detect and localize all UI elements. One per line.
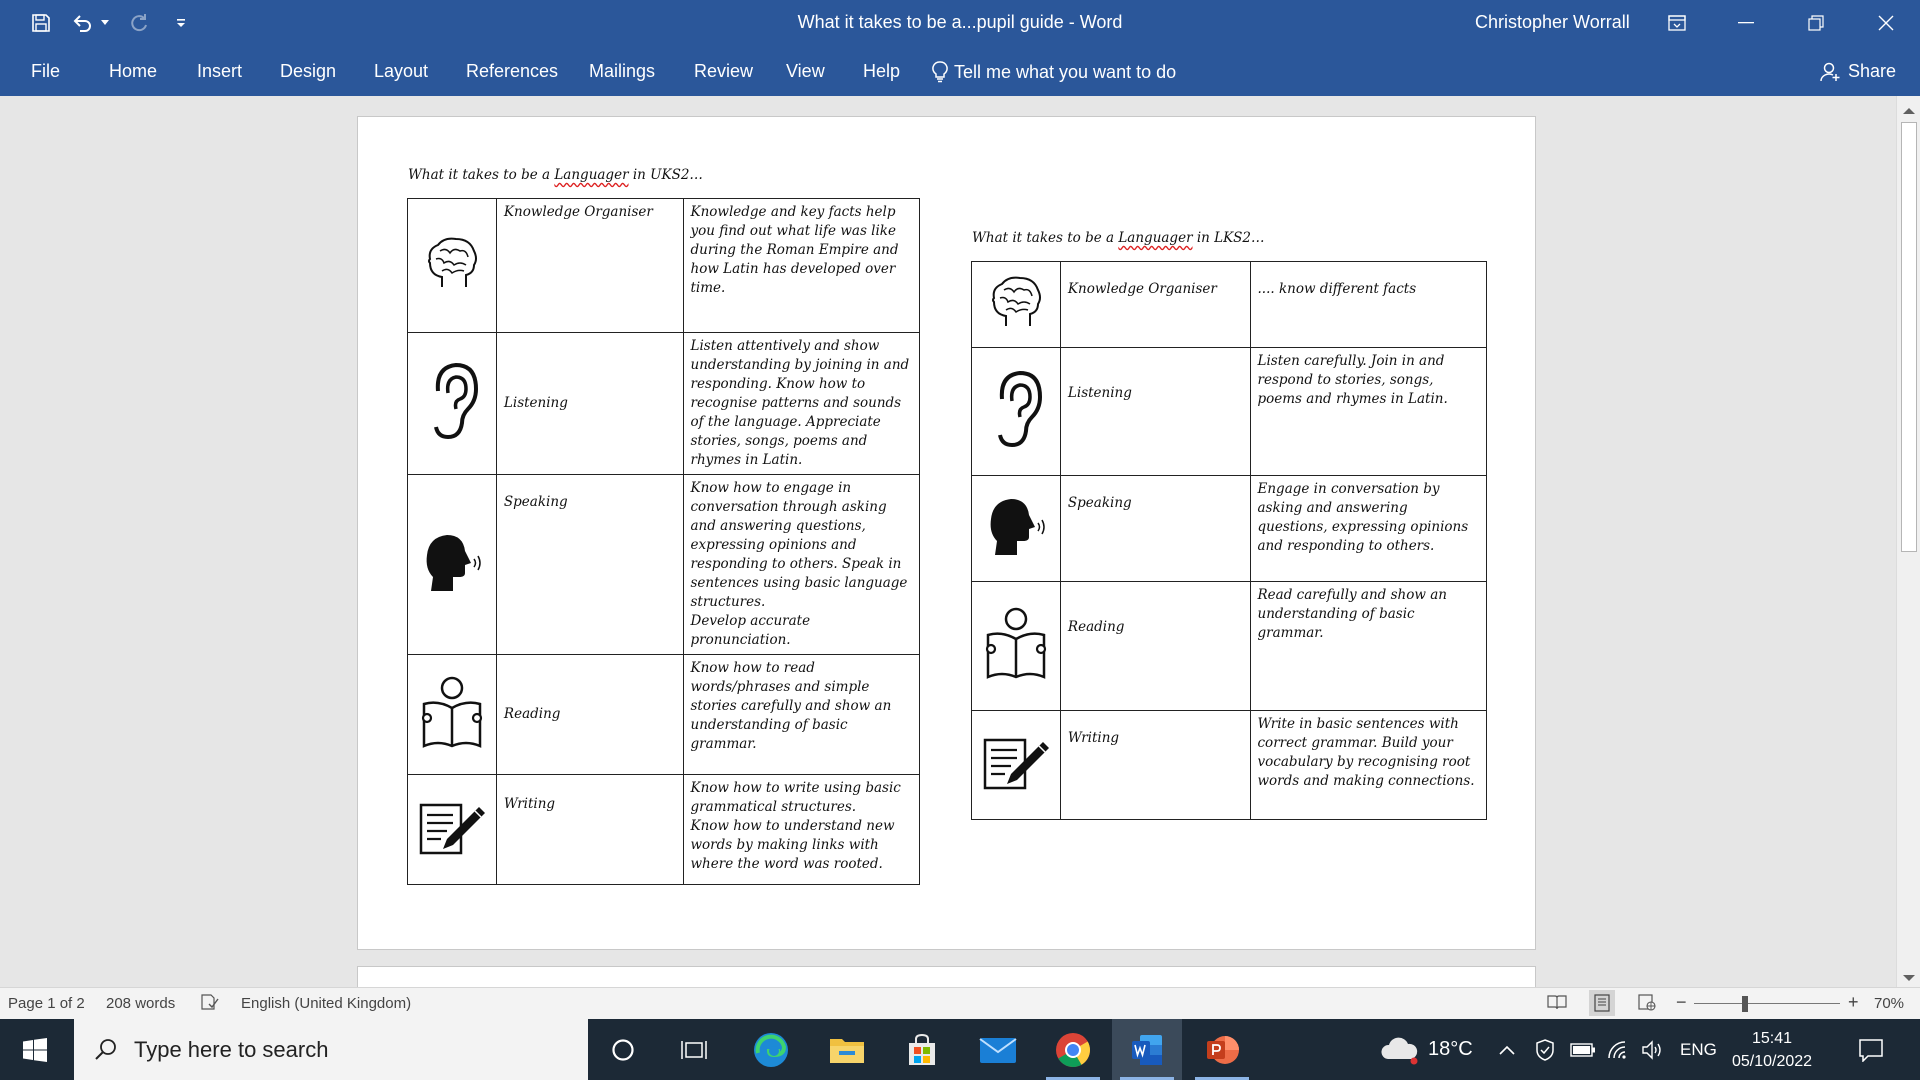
print-layout-icon[interactable] [1589,990,1615,1016]
scroll-thumb[interactable] [1901,122,1917,552]
show-hidden-icons-chevron-icon[interactable] [1498,1019,1516,1080]
edge-browser-icon[interactable] [736,1019,806,1080]
document-page-2[interactable] [357,966,1536,987]
file-explorer-icon[interactable] [812,1019,882,1080]
tell-me-label: Tell me what you want to do [954,61,1177,82]
volume-icon[interactable] [1641,1019,1665,1080]
table-row [972,582,1487,711]
clock[interactable] [1730,1019,1814,1080]
uks2-heading: What it takes to be a Languager in UKS2… [408,167,703,183]
tab-insert[interactable]: Insert [197,61,243,81]
share-label: Share [1848,61,1897,81]
zoom-slider-track[interactable] [1694,1003,1840,1004]
word-count[interactable]: 208 words [106,995,176,1012]
skill-name: Writing [1060,711,1250,820]
tab-layout[interactable]: Layout [374,61,429,81]
skill-description: Read carefully and show an understanding of basic grammar. [1250,582,1487,711]
table-row [972,711,1487,820]
wifi-icon[interactable] [1607,1019,1631,1080]
tell-me-search[interactable] [932,61,1176,83]
notifications-icon[interactable] [1858,1019,1884,1080]
tab-review[interactable]: Review [694,61,754,81]
proofing-icon[interactable] [200,993,220,1015]
defender-shield-icon[interactable] [1535,1019,1555,1080]
uks2-table [407,198,920,885]
table-row [408,775,920,885]
document-page[interactable] [357,116,1536,950]
table-row [408,333,920,475]
table-row [972,348,1487,476]
windows-start-icon[interactable] [0,1019,70,1080]
powerpoint-app-icon[interactable] [1187,1019,1257,1080]
tab-mailings[interactable]: Mailings [589,61,656,81]
search-placeholder: Type here to search [134,1036,329,1062]
skill-description: Know how to engage in conversation through asking and answering questions, expressing opinions and responding to others. Speak in sentences using basic language structures. Develop accurate pronunciation. [683,475,920,655]
zoom-out-icon[interactable]: − [1676,992,1687,1012]
input-language[interactable]: ENG [1680,1039,1717,1059]
spelling-error-word[interactable]: Languager [1118,230,1193,246]
skill-name: Knowledge Organiser [1060,262,1250,348]
zoom-level[interactable]: 70% [1874,995,1905,1012]
skill-name: Writing [496,775,683,885]
skill-description: .... know different facts [1250,262,1487,348]
tab-file[interactable]: File [31,61,61,81]
skill-name: Listening [496,333,683,475]
clock-date: 05/10/2022 [1731,1052,1813,1070]
page-count[interactable]: Page 1 of 2 [8,995,85,1012]
skill-description: Write in basic sentences with correct grammar. Build your vocabulary by recognising root words and making connections. [1250,711,1487,820]
table-row [972,262,1487,348]
taskbar-search-box[interactable] [74,1019,588,1080]
clock-time: 15:41 [1751,1029,1793,1047]
battery-icon[interactable] [1570,1019,1596,1080]
writing-paper-icon [408,775,497,885]
vertical-scrollbar[interactable] [1896,96,1920,987]
tab-home[interactable]: Home [109,61,158,81]
search-icon [94,1038,118,1062]
share-button[interactable] [1820,61,1896,82]
window-title: What it takes to be a...pupil guide - Word [797,12,1123,32]
speaking-head-icon [408,475,497,655]
microsoft-store-icon[interactable] [887,1019,957,1080]
brain-icon [972,262,1061,348]
task-view-icon[interactable] [660,1019,730,1080]
tab-design[interactable]: Design [280,61,337,81]
scroll-down-icon[interactable] [1903,969,1915,987]
ear-icon [408,333,497,475]
skill-name: Reading [496,655,683,775]
temperature: 18°C [1428,1038,1473,1060]
restore-button[interactable] [1786,0,1846,46]
document-language[interactable]: English (United Kingdom) [241,995,412,1012]
tab-help[interactable]: Help [863,61,901,81]
cloud-icon [1380,1035,1420,1065]
zoom-slider-thumb[interactable] [1742,996,1748,1012]
lightbulb-icon [932,61,948,83]
speaking-head-icon [972,476,1061,582]
cortana-icon[interactable] [588,1019,658,1080]
skill-name: Knowledge Organiser [496,199,683,333]
table-row [408,199,920,333]
lks2-heading: What it takes to be a Languager in LKS2… [972,230,1265,246]
status-bar [0,987,1920,1019]
web-layout-icon[interactable] [1637,993,1657,1015]
table-row [408,655,920,775]
skill-description: Engage in conversation by asking and answering questions, expressing opinions and responding to others. [1250,476,1487,582]
skill-description: Listen attentively and show understanding by joining in and responding. Know how to recognise patterns and sounds of the language. Appreciate stories, songs, poems and rhymes in Latin. [683,333,920,475]
tab-references[interactable]: References [466,61,559,81]
reading-person-icon [972,582,1061,711]
skill-name: Reading [1060,582,1250,711]
ribbon-display-options-icon[interactable] [1647,0,1707,46]
reading-person-icon [408,655,497,775]
user-name[interactable]: Christopher Worrall [1475,12,1630,32]
brain-icon [408,199,497,333]
person-icon [1820,62,1840,82]
minimize-button[interactable] [1716,0,1776,46]
read-mode-icon[interactable] [1547,993,1567,1015]
table-row [408,475,920,655]
skill-name: Speaking [1060,476,1250,582]
weather-widget[interactable] [1380,1019,1473,1080]
windows-taskbar [0,1019,1920,1080]
title-bar [0,0,1920,46]
mail-icon[interactable] [963,1019,1033,1080]
chrome-icon[interactable] [1038,1019,1108,1080]
skill-description: Know how to write using basic grammatical structures. Know how to understand new words by making links with where the word was rooted. [683,775,920,885]
word-app-icon[interactable] [1112,1019,1182,1080]
spelling-error-word[interactable]: Languager [554,167,629,183]
skill-description: Know how to read words/phrases and simple stories carefully and show an understanding of basic grammar. [683,655,920,775]
table-row [972,476,1487,582]
tab-view[interactable]: View [786,61,825,81]
skill-name: Listening [1060,348,1250,476]
lks2-table [971,261,1487,820]
writing-paper-icon [972,711,1061,820]
document-canvas[interactable] [0,96,1896,987]
scroll-up-icon[interactable] [1903,102,1915,120]
ear-icon [972,348,1061,476]
skill-description: Listen carefully. Join in and respond to stories, songs, poems and rhymes in Latin. [1250,348,1487,476]
zoom-in-icon[interactable]: + [1848,992,1859,1012]
close-button[interactable] [1856,0,1916,46]
skill-name: Speaking [496,475,683,655]
skill-description: Knowledge and key facts help you find out what life was like during the Roman Empire and how Latin has developed over time. [683,199,920,333]
ribbon-tab-bar [0,46,1920,96]
